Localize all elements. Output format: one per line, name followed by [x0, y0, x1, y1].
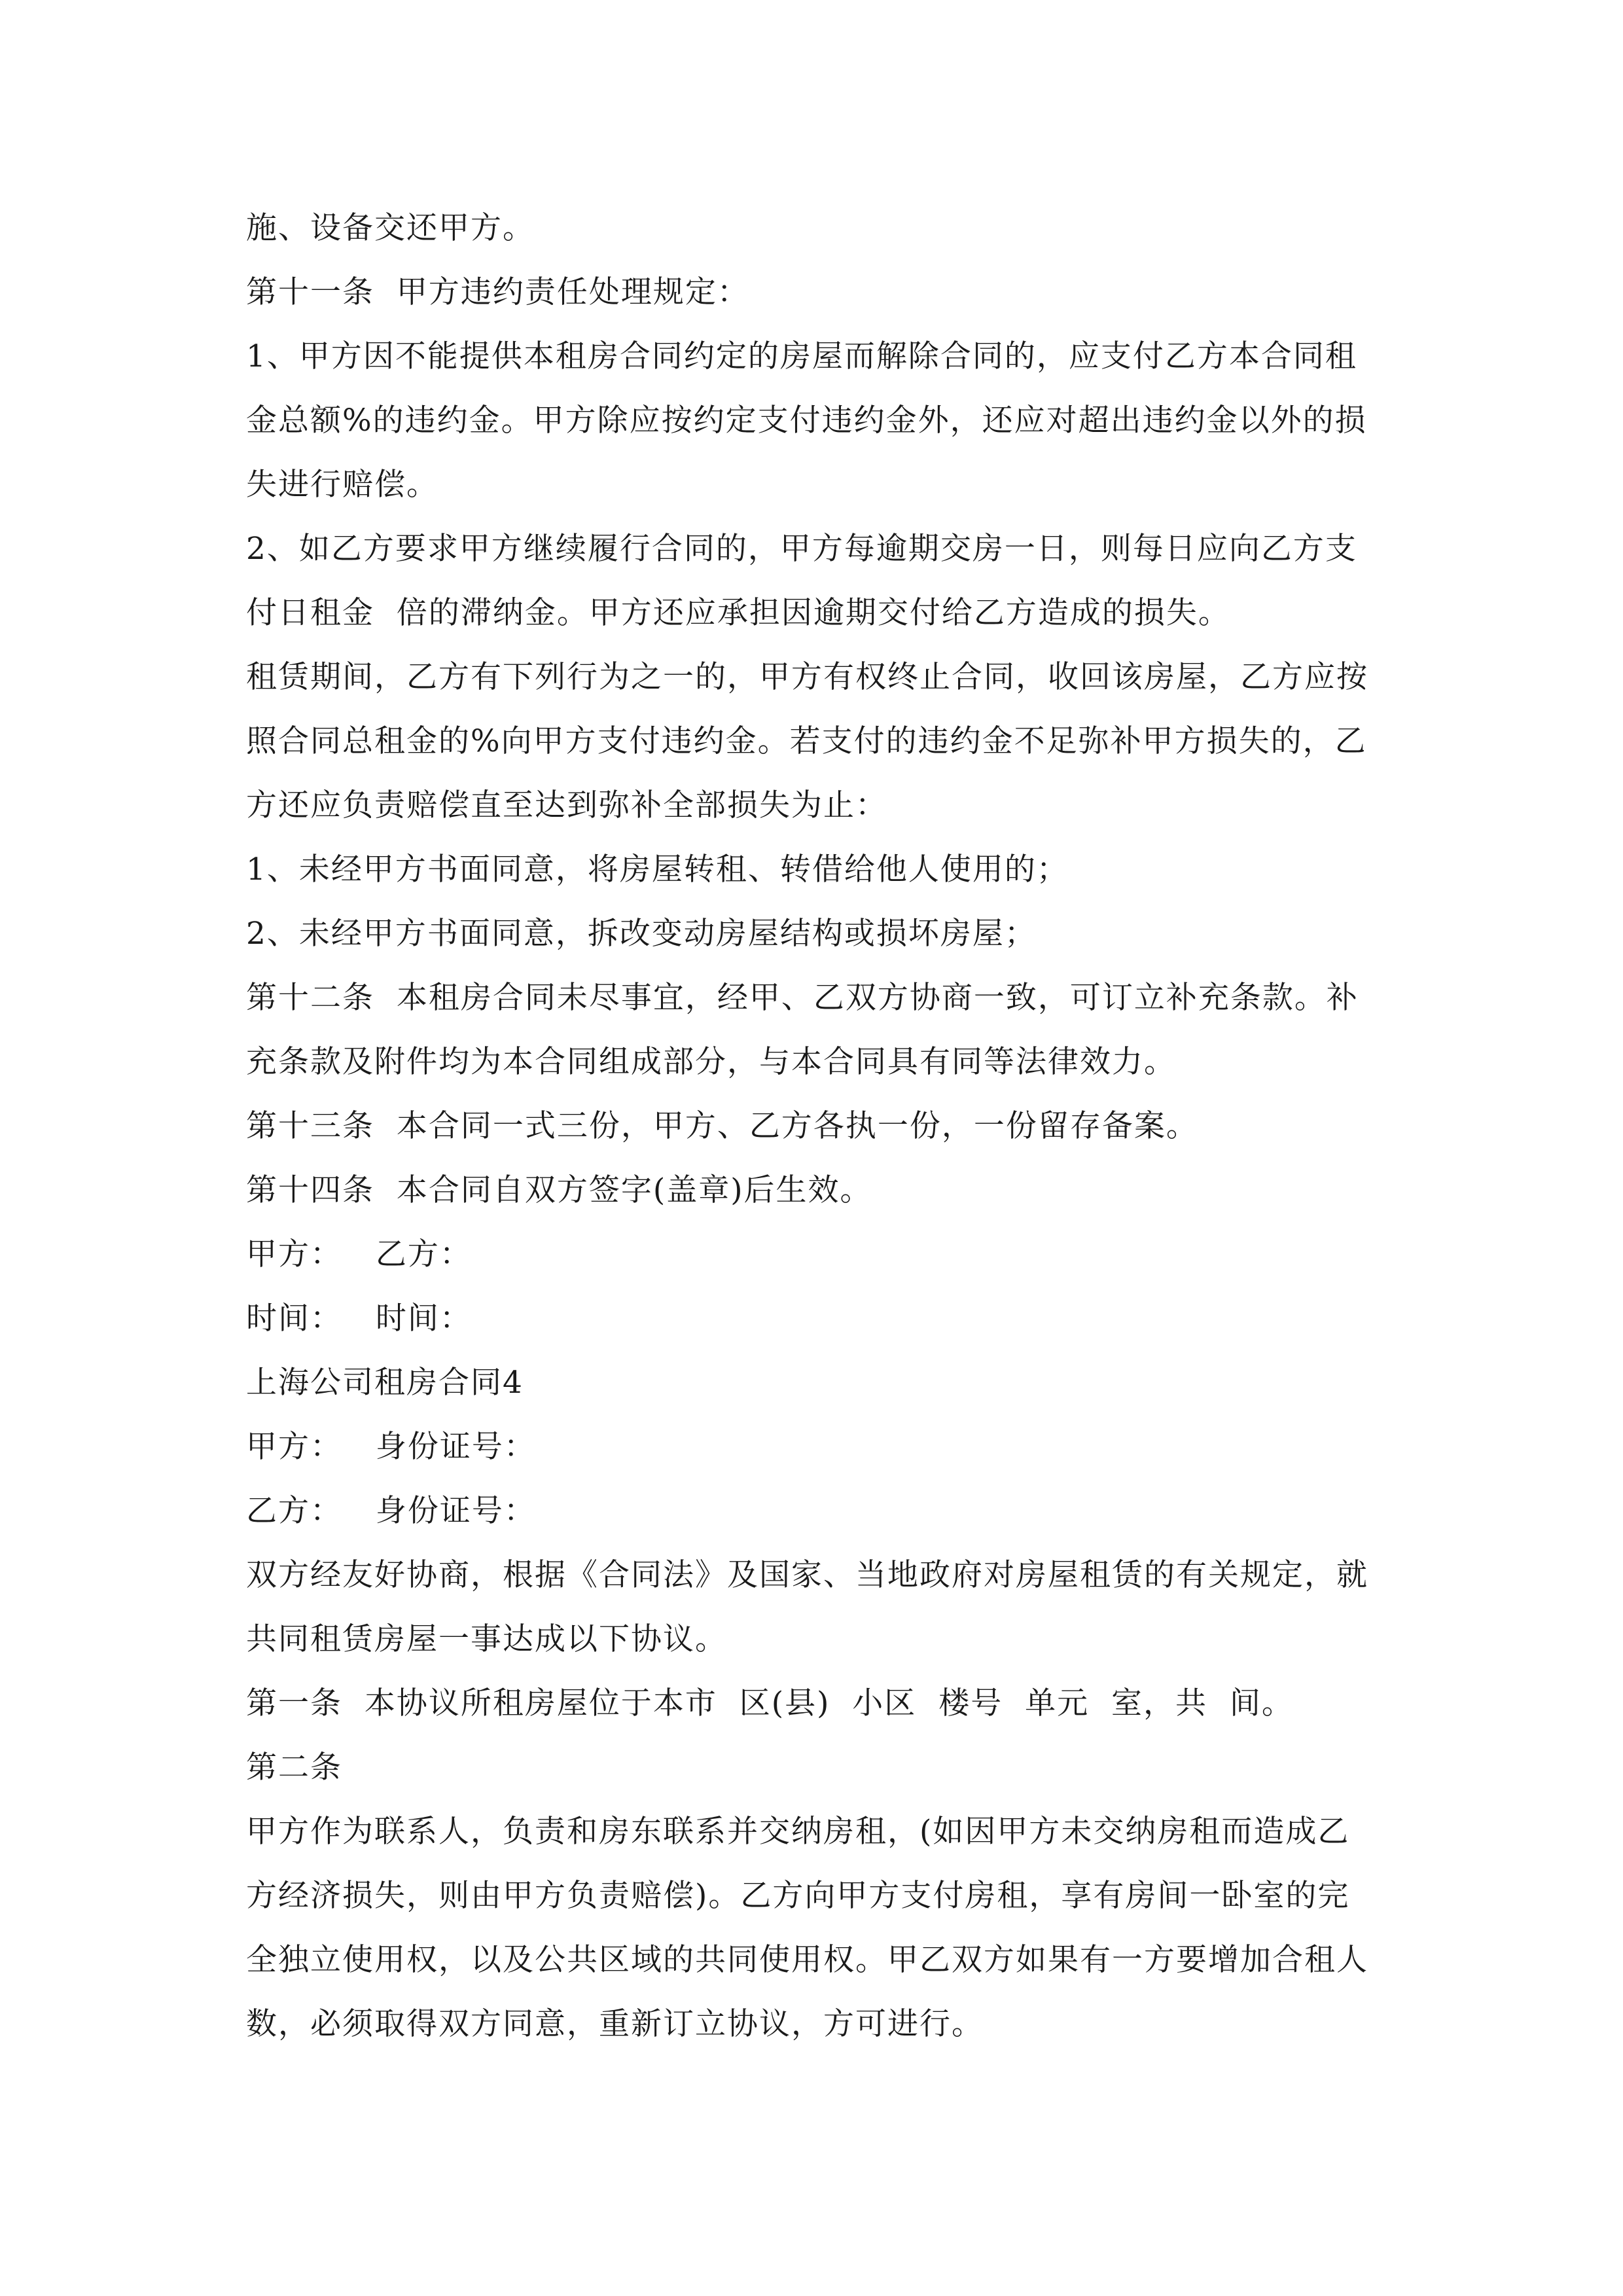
text-line: 共同租赁房屋一事达成以下协议。	[246, 1621, 727, 1657]
text-line: 2、如乙方要求甲方继续履行合同的，甲方每逾期交房一日，则每日应向乙方支	[246, 531, 1357, 567]
article-heading: 第二条	[246, 1749, 342, 1785]
text-line: 租赁期间，乙方有下列行为之一的，甲方有权终止合同，收回该房屋，乙方应按	[246, 659, 1368, 695]
text-line: 失进行赔偿。	[246, 467, 438, 503]
article-heading: 第十二条 本租房合同未尽事宜，经甲、乙双方协商一致，可订立补充条款。补	[246, 980, 1359, 1016]
text-line: 付日租金 倍的滞纳金。甲方还应承担因逾期交付给乙方造成的损失。	[246, 595, 1230, 631]
text-line: 全独立使用权，以及公共区域的共同使用权。甲乙双方如果有一方要增加合租人	[246, 1942, 1368, 1978]
text-line: 充条款及附件均为本合同组成部分，与本合同具有同等法律效力。	[246, 1044, 1176, 1080]
date-line: 时间： 时间：	[246, 1300, 472, 1336]
party-b-line: 乙方： 身份证号：	[246, 1493, 536, 1529]
article-heading: 第一条 本协议所租房屋位于本市 区(县) 小区 楼号 单元 室，共 间。	[246, 1685, 1294, 1721]
text-line: 照合同总租金的%向甲方支付违约金。若支付的违约金不足弥补甲方损失的，乙	[246, 723, 1367, 759]
text-line: 双方经友好协商，根据《合同法》及国家、当地政府对房屋租赁的有关规定，就	[246, 1557, 1368, 1593]
text-line: 1、甲方因不能提供本租房合同约定的房屋而解除合同的，应支付乙方本合同租	[246, 338, 1357, 374]
text-line: 金总额%的违约金。甲方除应按约定支付违约金外，还应对超出违约金以外的损	[246, 403, 1367, 439]
text-line: 甲方作为联系人，负责和房东联系并交纳房租，(如因甲方未交纳房租而造成乙	[246, 1814, 1350, 1850]
text-line: 方经济损失，则由甲方负责赔偿)。乙方向甲方支付房租，享有房间一卧室的完	[246, 1878, 1350, 1914]
article-heading: 第十四条 本合同自双方签字(盖章)后生效。	[246, 1172, 872, 1208]
text-line: 施、设备交还甲方。	[246, 210, 535, 246]
article-heading: 第十三条 本合同一式三份，甲方、乙方各执一份，一份留存备案。	[246, 1108, 1198, 1144]
text-line: 2、未经甲方书面同意，拆改变动房屋结构或损坏房屋；	[246, 916, 1037, 952]
text-line: 数，必须取得双方同意，重新订立协议，方可进行。	[246, 2006, 984, 2042]
signature-line: 甲方： 乙方：	[246, 1236, 472, 1272]
text-line: 方还应负责赔偿直至达到弥补全部损失为止：	[246, 787, 887, 823]
text-line: 1、未经甲方书面同意，将房屋转租、转借给他人使用的；	[246, 852, 1069, 888]
section-title: 上海公司租房合同4	[246, 1365, 524, 1401]
document-body	[246, 196, 1385, 2056]
party-a-line: 甲方： 身份证号：	[246, 1429, 536, 1465]
article-heading: 第十一条 甲方违约责任处理规定：	[246, 274, 749, 310]
